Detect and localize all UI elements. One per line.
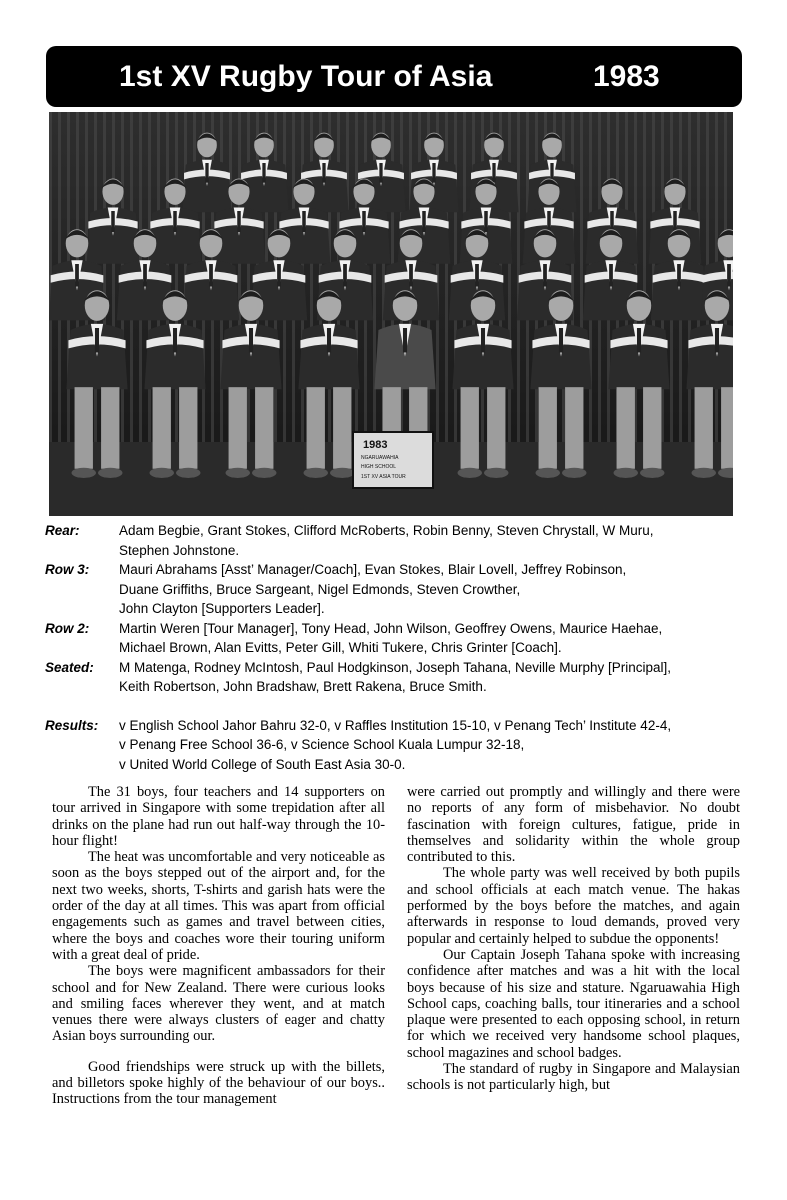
results-row xyxy=(45,716,745,775)
sign-line: HIGH SCHOOL xyxy=(361,464,397,470)
roster-row-3 xyxy=(45,560,745,619)
roster-label: Seated: xyxy=(45,659,94,675)
roster-label: Row 2: xyxy=(45,620,90,636)
sign-line: 1ST XV ASIA TOUR xyxy=(361,474,406,480)
roster-row-2 xyxy=(45,619,745,658)
roster-names: Martin Weren [Tour Manager], Tony Head, John Wilson, Geoffrey Owens, Maurice Haehae, xyxy=(119,620,663,636)
roster xyxy=(45,521,745,774)
article-body xyxy=(52,784,740,1108)
roster-names: Stephen Johnstone. xyxy=(119,542,240,558)
article-column-right xyxy=(407,784,740,1108)
roster-row-rear xyxy=(45,521,745,560)
results-label: Results: xyxy=(45,717,99,733)
team-sign xyxy=(353,432,433,488)
sign-line: 1983 xyxy=(363,439,388,451)
result-line: v English School Jahor Bahru 32-0, v Raffles Institution 15-10, v Penang Tech’ Institute 42-4, xyxy=(119,717,672,733)
sign-line: NGARUAWAHIA xyxy=(361,455,399,461)
roster-names: M Matenga, Rodney McIntosh, Paul Hodgkinson, Joseph Tahana, Neville Murphy [Principal], xyxy=(119,659,672,675)
roster-names: John Clayton [Supporters Leader]. xyxy=(119,601,325,616)
roster-names: Keith Robertson, John Bradshaw, Brett Rakena, Bruce Smith. xyxy=(119,679,487,694)
team-photo xyxy=(49,112,733,516)
article-paragraph: were carried out promptly and willingly and there were no reports of any form of misbehavior. No doubt fascination with foreign cultures, fatigue, pride in themselves and solidarity within the whole group contributed to this. xyxy=(407,784,740,866)
article-paragraph: The heat was uncomfortable and very noticeable as soon as the boys stepped out of the airport and, for the next two weeks, shorts, T-shirts and garish hats were the order of the day at all times. This was apart from official engagements such as games and travel between cities, where the boys and coaches wore their touring uniform with a great deal of pride. xyxy=(52,849,385,963)
roster-names: Adam Begbie, Grant Stokes, Clifford McRoberts, Robin Benny, Steven Chrystall, W Muru, xyxy=(119,523,654,538)
title-banner xyxy=(46,46,742,107)
page-title: 1st XV Rugby Tour of Asia xyxy=(119,60,493,93)
article-paragraph: The whole party was well received by both pupils and school officials at each match venue. The hakas performed by the boys before the matches, and again afterwards in response to loud demands, proved very popular and certainly helped to subdue the opponents! xyxy=(407,865,740,947)
roster-row-seated xyxy=(45,658,745,697)
result-line: v Penang Free School 36-6, v Science School Kuala Lumpur 32-18, xyxy=(119,737,525,752)
article-paragraph: The standard of rugby in Singapore and Malaysian schools is not particularly high, but xyxy=(407,1061,740,1094)
roster-names: Mauri Abrahams [Asst’ Manager/Coach], Evan Stokes, Blair Lovell, Jeffrey Robinson, xyxy=(119,562,627,577)
page-year: 1983 xyxy=(593,60,660,93)
article-paragraph: Our Captain Joseph Tahana spoke with increasing confidence after matches and was a hit with the local boys because of his size and stature. Ngaruawahia High School caps, coaching balls, tour itineraries and a school plaque were presented to each opposing school, in return for which we received very handsome school plaques, school magazines and school badges. xyxy=(407,946,740,1061)
roster-names: Duane Griffiths, Bruce Sargeant, Nigel Edmonds, Steven Crowther, xyxy=(119,581,521,597)
article-column-left xyxy=(52,784,385,1108)
result-line: v United World College of South East Asia 30-0. xyxy=(119,756,406,772)
roster-label: Rear: xyxy=(45,523,80,538)
roster-names: Michael Brown, Alan Evitts, Peter Gill, Whiti Tukere, Chris Grinter [Coach]. xyxy=(119,640,562,655)
article-paragraph: The boys were magnificent ambassadors for their school and for New Zealand. There were curious looks and smiling faces wherever they went, and at match venues there were always clusters of eager and chatty Asian boys surrounding our. xyxy=(52,963,385,1045)
roster-label: Row 3: xyxy=(45,562,90,577)
article-paragraph: Good friendships were struck up with the billets, and billetors spoke highly of the behaviour of our boys.. Instructions from the tour management xyxy=(52,1058,385,1108)
article-paragraph: The 31 boys, four teachers and 14 supporters on tour arrived in Singapore with some trepidation after all drinks on the plane had run out half-way through the 10-hour flight! xyxy=(52,784,385,849)
